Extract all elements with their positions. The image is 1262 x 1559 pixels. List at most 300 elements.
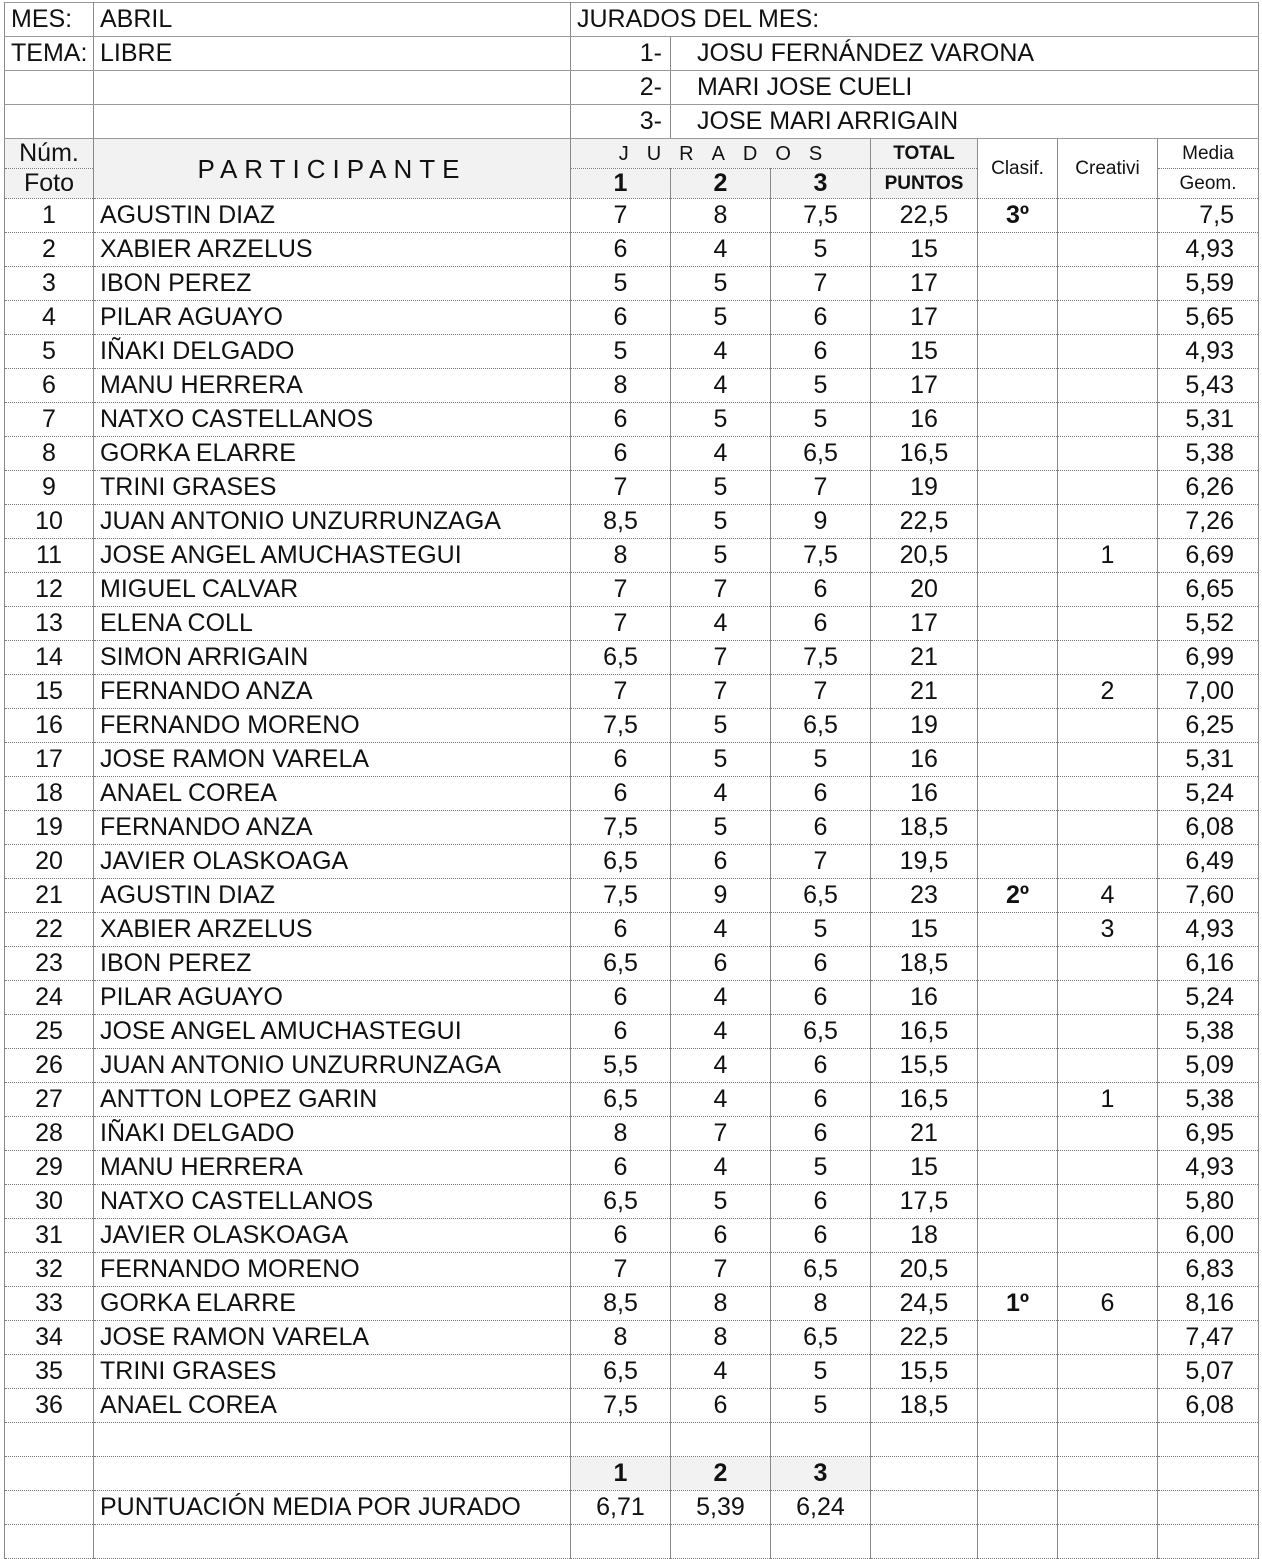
participant-name: NATXO CASTELLANOS — [94, 1185, 571, 1219]
mes-value: ABRIL — [94, 3, 571, 37]
participant-name: IBON PEREZ — [94, 947, 571, 981]
media-geometrica: 5,24 — [1158, 981, 1259, 1015]
score-jurado-1: 6,5 — [571, 1355, 671, 1389]
clasificacion — [978, 471, 1058, 505]
score-jurado-1: 8,5 — [571, 505, 671, 539]
empty-cell — [871, 1525, 978, 1559]
score-jurado-2: 8 — [671, 1287, 771, 1321]
clasificacion — [978, 743, 1058, 777]
total-puntos: 16,5 — [871, 1015, 978, 1049]
score-jurado-3: 8 — [771, 1287, 871, 1321]
table-row — [5, 1083, 1259, 1117]
participant-name: IÑAKI DELGADO — [94, 1117, 571, 1151]
total-puntos: 22,5 — [871, 505, 978, 539]
score-jurado-2: 5 — [671, 709, 771, 743]
table-row — [5, 777, 1259, 811]
total-puntos: 16 — [871, 981, 978, 1015]
jurados-header: JURADOS — [571, 139, 871, 169]
total-puntos: 21 — [871, 641, 978, 675]
table-row — [5, 335, 1259, 369]
score-jurado-3: 6 — [771, 1049, 871, 1083]
score-jurado-3: 7 — [771, 267, 871, 301]
score-jurado-1: 8,5 — [571, 1287, 671, 1321]
clasificacion — [978, 1219, 1058, 1253]
jurado-1-header: 1 — [571, 169, 671, 199]
jurado-1-name: JOSU FERNÁNDEZ VARONA — [671, 37, 1259, 71]
participant-name: MANU HERRERA — [94, 369, 571, 403]
jurado-3-name: JOSE MARI ARRIGAIN — [671, 105, 1259, 139]
score-jurado-2: 4 — [671, 607, 771, 641]
score-jurado-1: 6 — [571, 301, 671, 335]
clasificacion — [978, 1015, 1058, 1049]
empty-cell — [1058, 1457, 1158, 1491]
row-num: 20 — [5, 845, 94, 879]
total-puntos: 19 — [871, 709, 978, 743]
score-jurado-1: 6 — [571, 403, 671, 437]
total-puntos: 18 — [871, 1219, 978, 1253]
score-jurado-2: 5 — [671, 539, 771, 573]
clasificacion — [978, 1355, 1058, 1389]
table-row — [5, 947, 1259, 981]
participant-name: ANTTON LOPEZ GARIN — [94, 1083, 571, 1117]
score-jurado-2: 4 — [671, 1049, 771, 1083]
score-jurado-1: 8 — [571, 1117, 671, 1151]
empty-cell — [978, 1491, 1058, 1525]
creatividad — [1058, 1049, 1158, 1083]
footer-media-row — [5, 1491, 1259, 1525]
media-geometrica: 5,38 — [1158, 1083, 1259, 1117]
score-jurado-2: 4 — [671, 335, 771, 369]
score-jurado-1: 6,5 — [571, 1083, 671, 1117]
total-puntos: 15 — [871, 1151, 978, 1185]
score-jurado-3: 5 — [771, 369, 871, 403]
creatividad: 4 — [1058, 879, 1158, 913]
footer-jurado-3: 3 — [771, 1457, 871, 1491]
score-jurado-3: 5 — [771, 743, 871, 777]
clasificacion — [978, 267, 1058, 301]
clasificacion — [978, 505, 1058, 539]
score-jurado-2: 7 — [671, 1253, 771, 1287]
num-header-bottom: Foto — [5, 169, 94, 199]
score-jurado-2: 8 — [671, 1321, 771, 1355]
score-jurado-3: 7,5 — [771, 539, 871, 573]
row-num: 6 — [5, 369, 94, 403]
table-row — [5, 1321, 1259, 1355]
row-num: 33 — [5, 1287, 94, 1321]
creatividad — [1058, 1253, 1158, 1287]
row-num: 11 — [5, 539, 94, 573]
creatividad — [1058, 1355, 1158, 1389]
row-num: 27 — [5, 1083, 94, 1117]
clasificacion — [978, 1117, 1058, 1151]
table-row — [5, 505, 1259, 539]
empty-cell — [5, 1491, 94, 1525]
clasificacion — [978, 675, 1058, 709]
empty-cell — [5, 71, 94, 105]
total-puntos: 15 — [871, 233, 978, 267]
total-puntos: 17 — [871, 607, 978, 641]
table-row — [5, 913, 1259, 947]
score-jurado-3: 5 — [771, 403, 871, 437]
score-jurado-1: 7,5 — [571, 879, 671, 913]
score-jurado-3: 6 — [771, 335, 871, 369]
score-jurado-1: 7 — [571, 1253, 671, 1287]
score-jurado-3: 6 — [771, 947, 871, 981]
row-num: 12 — [5, 573, 94, 607]
score-jurado-1: 6 — [571, 981, 671, 1015]
empty-cell — [5, 1457, 94, 1491]
score-jurado-2: 7 — [671, 641, 771, 675]
score-jurado-1: 7 — [571, 471, 671, 505]
row-num: 18 — [5, 777, 94, 811]
row-num: 35 — [5, 1355, 94, 1389]
participant-name: TRINI GRASES — [94, 471, 571, 505]
score-jurado-2: 5 — [671, 1185, 771, 1219]
score-jurado-1: 7 — [571, 573, 671, 607]
media-geometrica: 4,93 — [1158, 335, 1259, 369]
media-geometrica: 7,5 — [1158, 199, 1259, 233]
creatividad — [1058, 1389, 1158, 1423]
clasificacion — [978, 845, 1058, 879]
creatividad: 3 — [1058, 913, 1158, 947]
media-geometrica: 4,93 — [1158, 913, 1259, 947]
jurado-2-name: MARI JOSE CUELI — [671, 71, 1259, 105]
total-puntos: 16 — [871, 743, 978, 777]
row-num: 30 — [5, 1185, 94, 1219]
empty-cell — [5, 1423, 94, 1457]
total-header-top: TOTAL — [871, 139, 978, 169]
participant-name: FERNANDO MORENO — [94, 1253, 571, 1287]
table-row — [5, 1049, 1259, 1083]
score-jurado-2: 5 — [671, 403, 771, 437]
jurado-1-num: 1- — [571, 37, 671, 71]
empty-cell — [571, 1423, 671, 1457]
clasificacion — [978, 1321, 1058, 1355]
score-jurado-1: 8 — [571, 369, 671, 403]
media-geometrica: 5,24 — [1158, 777, 1259, 811]
score-jurado-2: 5 — [671, 811, 771, 845]
score-jurado-1: 6,5 — [571, 845, 671, 879]
empty-cell — [1058, 1423, 1158, 1457]
creatividad — [1058, 335, 1158, 369]
total-puntos: 17 — [871, 267, 978, 301]
media-geometrica: 5,31 — [1158, 743, 1259, 777]
total-puntos: 22,5 — [871, 1321, 978, 1355]
score-jurado-2: 5 — [671, 267, 771, 301]
score-jurado-3: 6,5 — [771, 879, 871, 913]
score-jurado-1: 7,5 — [571, 1389, 671, 1423]
score-jurado-2: 4 — [671, 1151, 771, 1185]
score-jurado-3: 6 — [771, 573, 871, 607]
total-puntos: 21 — [871, 1117, 978, 1151]
empty-cell — [1058, 1491, 1158, 1525]
score-jurado-3: 6,5 — [771, 1015, 871, 1049]
clasificacion: 1º — [978, 1287, 1058, 1321]
media-geometrica: 7,60 — [1158, 879, 1259, 913]
creatividad — [1058, 641, 1158, 675]
creativi-header: Creativi — [1058, 139, 1158, 199]
score-jurado-3: 6 — [771, 981, 871, 1015]
total-puntos: 20,5 — [871, 539, 978, 573]
participant-name: AGUSTIN DIAZ — [94, 879, 571, 913]
clasificacion — [978, 1389, 1058, 1423]
table-row — [5, 879, 1259, 913]
total-puntos: 15 — [871, 335, 978, 369]
participant-name: GORKA ELARRE — [94, 1287, 571, 1321]
score-jurado-1: 6 — [571, 777, 671, 811]
empty-cell — [5, 105, 94, 139]
total-puntos: 15,5 — [871, 1049, 978, 1083]
table-row — [5, 199, 1259, 233]
row-num: 25 — [5, 1015, 94, 1049]
score-jurado-3: 6 — [771, 1117, 871, 1151]
total-header-bottom: PUNTOS — [871, 169, 978, 199]
participant-name: JUAN ANTONIO UNZURRUNZAGA — [94, 1049, 571, 1083]
clasificacion — [978, 1185, 1058, 1219]
media-geometrica: 6,99 — [1158, 641, 1259, 675]
score-jurado-2: 9 — [671, 879, 771, 913]
row-num: 31 — [5, 1219, 94, 1253]
table-row — [5, 1151, 1259, 1185]
score-jurado-2: 4 — [671, 1083, 771, 1117]
table-row — [5, 539, 1259, 573]
table-row — [5, 641, 1259, 675]
media-por-jurado-label: PUNTUACIÓN MEDIA POR JURADO — [94, 1491, 571, 1525]
empty-cell — [978, 1423, 1058, 1457]
score-jurado-2: 4 — [671, 913, 771, 947]
empty-cell — [94, 1457, 571, 1491]
score-jurado-3: 6,5 — [771, 437, 871, 471]
empty-cell — [978, 1457, 1058, 1491]
table-row — [5, 573, 1259, 607]
jurado-row-3 — [5, 105, 1259, 139]
score-jurado-3: 5 — [771, 1389, 871, 1423]
media-geometrica: 5,07 — [1158, 1355, 1259, 1389]
score-jurado-1: 5,5 — [571, 1049, 671, 1083]
media-jurado-3: 6,24 — [771, 1491, 871, 1525]
row-num: 13 — [5, 607, 94, 641]
participant-name: PILAR AGUAYO — [94, 301, 571, 335]
media-jurado-2: 5,39 — [671, 1491, 771, 1525]
total-puntos: 20,5 — [871, 1253, 978, 1287]
creatividad — [1058, 505, 1158, 539]
score-jurado-2: 4 — [671, 1355, 771, 1389]
media-geometrica: 6,95 — [1158, 1117, 1259, 1151]
row-num: 10 — [5, 505, 94, 539]
score-jurado-1: 6,5 — [571, 1185, 671, 1219]
creatividad: 2 — [1058, 675, 1158, 709]
empty-cell — [978, 1525, 1058, 1559]
jurado-3-num: 3- — [571, 105, 671, 139]
participant-name: ANAEL COREA — [94, 1389, 571, 1423]
empty-cell — [1158, 1525, 1259, 1559]
table-row — [5, 233, 1259, 267]
row-num: 29 — [5, 1151, 94, 1185]
row-num: 5 — [5, 335, 94, 369]
score-jurado-1: 6 — [571, 233, 671, 267]
row-num: 24 — [5, 981, 94, 1015]
total-puntos: 19 — [871, 471, 978, 505]
creatividad — [1058, 1117, 1158, 1151]
clasificacion — [978, 233, 1058, 267]
table-row — [5, 1117, 1259, 1151]
row-num: 28 — [5, 1117, 94, 1151]
table-row — [5, 1219, 1259, 1253]
media-geometrica: 6,16 — [1158, 947, 1259, 981]
media-geometrica: 6,83 — [1158, 1253, 1259, 1287]
total-puntos: 16,5 — [871, 437, 978, 471]
participant-name: JAVIER OLASKOAGA — [94, 845, 571, 879]
table-row — [5, 437, 1259, 471]
table-row — [5, 709, 1259, 743]
score-jurado-1: 8 — [571, 539, 671, 573]
media-geometrica: 6,25 — [1158, 709, 1259, 743]
participant-name: JOSE RAMON VARELA — [94, 1321, 571, 1355]
participant-name: NATXO CASTELLANOS — [94, 403, 571, 437]
media-header-top: Media — [1158, 139, 1259, 169]
clasificacion — [978, 913, 1058, 947]
row-num: 23 — [5, 947, 94, 981]
column-header-row-1 — [5, 139, 1259, 169]
clasificacion — [978, 539, 1058, 573]
creatividad — [1058, 199, 1158, 233]
score-jurado-1: 6 — [571, 743, 671, 777]
total-puntos: 24,5 — [871, 1287, 978, 1321]
total-puntos: 19,5 — [871, 845, 978, 879]
participant-name: JUAN ANTONIO UNZURRUNZAGA — [94, 505, 571, 539]
score-jurado-1: 7,5 — [571, 709, 671, 743]
score-jurado-2: 4 — [671, 369, 771, 403]
table-row — [5, 1253, 1259, 1287]
row-num: 17 — [5, 743, 94, 777]
score-jurado-3: 5 — [771, 1355, 871, 1389]
score-jurado-2: 4 — [671, 981, 771, 1015]
clasificacion — [978, 947, 1058, 981]
score-jurado-1: 6,5 — [571, 641, 671, 675]
total-puntos: 22,5 — [871, 199, 978, 233]
clasificacion — [978, 573, 1058, 607]
participante-header: PARTICIPANTE — [94, 139, 571, 199]
score-jurado-2: 6 — [671, 947, 771, 981]
table-row — [5, 743, 1259, 777]
score-jurado-3: 6 — [771, 811, 871, 845]
creatividad — [1058, 1321, 1158, 1355]
total-puntos: 17,5 — [871, 1185, 978, 1219]
row-num: 21 — [5, 879, 94, 913]
score-jurado-3: 9 — [771, 505, 871, 539]
score-jurado-2: 7 — [671, 1117, 771, 1151]
media-geometrica: 7,26 — [1158, 505, 1259, 539]
creatividad — [1058, 437, 1158, 471]
score-jurado-2: 4 — [671, 777, 771, 811]
participant-name: TRINI GRASES — [94, 1355, 571, 1389]
participant-name: FERNANDO ANZA — [94, 811, 571, 845]
participant-name: XABIER ARZELUS — [94, 913, 571, 947]
empty-cell — [571, 1525, 671, 1559]
score-jurado-3: 5 — [771, 1151, 871, 1185]
footer-empty-row — [5, 1423, 1259, 1457]
creatividad — [1058, 1219, 1158, 1253]
clasificacion — [978, 437, 1058, 471]
score-jurado-3: 7,5 — [771, 199, 871, 233]
total-puntos: 15 — [871, 913, 978, 947]
score-jurado-1: 6 — [571, 913, 671, 947]
creatividad: 1 — [1058, 539, 1158, 573]
score-jurado-3: 7 — [771, 471, 871, 505]
media-geometrica: 6,08 — [1158, 1389, 1259, 1423]
empty-cell — [671, 1423, 771, 1457]
score-jurado-1: 6 — [571, 1219, 671, 1253]
row-num: 34 — [5, 1321, 94, 1355]
media-geometrica: 7,00 — [1158, 675, 1259, 709]
row-num: 14 — [5, 641, 94, 675]
media-geometrica: 5,65 — [1158, 301, 1259, 335]
participant-name: JOSE ANGEL AMUCHASTEGUI — [94, 1015, 571, 1049]
score-jurado-1: 6 — [571, 1151, 671, 1185]
media-jurado-1: 6,71 — [571, 1491, 671, 1525]
creatividad — [1058, 777, 1158, 811]
participant-name: XABIER ARZELUS — [94, 233, 571, 267]
creatividad — [1058, 981, 1158, 1015]
table-row — [5, 1389, 1259, 1423]
creatividad — [1058, 403, 1158, 437]
score-jurado-3: 6,5 — [771, 709, 871, 743]
table-row — [5, 981, 1259, 1015]
media-geometrica: 5,38 — [1158, 1015, 1259, 1049]
clasificacion — [978, 641, 1058, 675]
empty-cell — [871, 1423, 978, 1457]
empty-cell — [771, 1525, 871, 1559]
score-jurado-2: 5 — [671, 505, 771, 539]
empty-cell — [5, 1525, 94, 1559]
row-num: 32 — [5, 1253, 94, 1287]
score-jurado-3: 6,5 — [771, 1321, 871, 1355]
creatividad: 1 — [1058, 1083, 1158, 1117]
num-header-top: Núm. — [5, 139, 94, 169]
media-geometrica: 5,52 — [1158, 607, 1259, 641]
score-jurado-3: 6 — [771, 1185, 871, 1219]
empty-cell — [871, 1491, 978, 1525]
row-num: 15 — [5, 675, 94, 709]
score-jurado-2: 6 — [671, 1389, 771, 1423]
clasificacion — [978, 981, 1058, 1015]
clasificacion — [978, 607, 1058, 641]
row-num: 22 — [5, 913, 94, 947]
media-geometrica: 5,43 — [1158, 369, 1259, 403]
media-geometrica: 6,69 — [1158, 539, 1259, 573]
total-puntos: 18,5 — [871, 1389, 978, 1423]
empty-cell — [871, 1457, 978, 1491]
media-geometrica: 6,65 — [1158, 573, 1259, 607]
table-row — [5, 1185, 1259, 1219]
table-row — [5, 1355, 1259, 1389]
creatividad — [1058, 471, 1158, 505]
empty-cell — [94, 1525, 571, 1559]
total-puntos: 15,5 — [871, 1355, 978, 1389]
clasificacion — [978, 709, 1058, 743]
creatividad — [1058, 947, 1158, 981]
row-num: 2 — [5, 233, 94, 267]
media-header-bottom: Geom. — [1158, 169, 1259, 199]
participant-name: ANAEL COREA — [94, 777, 571, 811]
table-row — [5, 403, 1259, 437]
clasificacion — [978, 403, 1058, 437]
creatividad — [1058, 233, 1158, 267]
score-jurado-2: 4 — [671, 1015, 771, 1049]
participant-name: AGUSTIN DIAZ — [94, 199, 571, 233]
clasif-header: Clasif. — [978, 139, 1058, 199]
participant-name: ELENA COLL — [94, 607, 571, 641]
